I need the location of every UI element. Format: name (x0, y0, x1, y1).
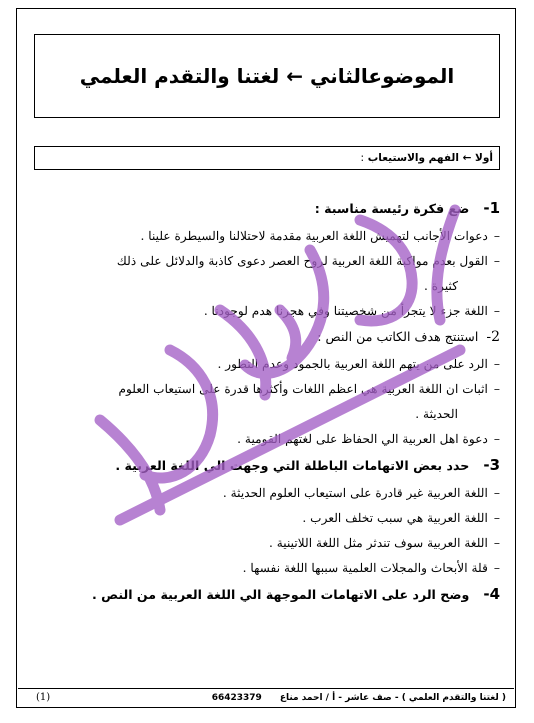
question-number: 4- (483, 585, 500, 603)
answer-text: اللغة جزء لا يتجزأ من شخصيتنا وفي هجرنا هدم لوجودنا . (203, 303, 488, 318)
question-1 (32, 194, 500, 223)
answer-text: اللغة العربية غير قادرة على استيعاب العلوم الحديثة . (222, 485, 488, 500)
bullet-dash: – (493, 381, 500, 396)
answer-line (32, 555, 500, 580)
answer-text: القول بعدم مواكبة اللغة العربية لروح العصر دعوى كاذبة والدلائل على ذلك (116, 253, 488, 268)
answer-text: اللغة العربية سوف تندثر مثل اللغة اللاتينية . (269, 535, 488, 550)
answer-text: الحديثة . (415, 406, 458, 421)
section-colon: : (360, 152, 365, 164)
answer-line (32, 223, 500, 248)
answer-line (32, 505, 500, 530)
answer-line (32, 426, 500, 451)
section-header (34, 146, 500, 170)
answer-text: قلة الأبحاث والمجلات العلمية سببها اللغة نفسها . (242, 560, 488, 575)
answer-line (32, 480, 500, 505)
answer-text: دعوة اهل العربية الي الحفاظ على لغتهم القومية . (237, 431, 488, 446)
section-label: أولا ← الفهم والاستيعاب (367, 152, 493, 164)
title-box (34, 34, 500, 118)
answer-line-continued (32, 273, 500, 298)
bullet-dash: – (493, 253, 500, 268)
page-number: (1) (36, 692, 51, 703)
bullet-dash: – (493, 560, 500, 575)
question-4 (32, 580, 500, 609)
answer-line (32, 248, 500, 273)
question-text: استنتج هدف الكاتب من النص : (317, 329, 479, 344)
question-text: ضع فكرة رئيسة مناسبة : (314, 201, 470, 216)
answer-line (32, 530, 500, 555)
page-title: الموضوعالثاني ← لغتنا والتقدم العلمي (79, 64, 455, 88)
answer-text: اللغة العربية هي سبب تخلف العرب . (302, 510, 488, 525)
bullet-dash: – (493, 485, 500, 500)
question-2 (32, 323, 500, 351)
answer-text: دعوات الأجانب لتهميش اللغة العربية مقدمة لاحتلالنا والسيطرة علينا . (140, 228, 488, 243)
footer-info (212, 689, 506, 707)
bullet-dash: – (493, 510, 500, 525)
question-number: 1- (483, 199, 500, 217)
bullet-dash: – (493, 228, 500, 243)
answer-text: اثبات ان اللغة العربية هي اعظم اللغات وأكثرها قدرة على استيعاب العلوم (118, 381, 488, 396)
bullet-dash: – (493, 356, 500, 371)
answer-line (32, 351, 500, 376)
answer-line (32, 376, 500, 401)
question-number: 2- (486, 329, 500, 345)
answer-line-continued (32, 401, 500, 426)
question-3 (32, 451, 500, 480)
answer-text: الرد على من يتهم اللغة العربية بالجمود وعدم التطور . (217, 356, 488, 371)
answer-text: كثيرة . (423, 278, 458, 293)
question-number: 3- (483, 456, 500, 474)
answer-line (32, 298, 500, 323)
bullet-dash: – (493, 535, 500, 550)
bullet-dash: – (493, 431, 500, 446)
question-text: حدد بعض الاتهامات الباطلة التي وجهت الي اللغة العربية . (115, 458, 470, 473)
bullet-dash: – (493, 303, 500, 318)
document-body (32, 194, 500, 609)
question-text: وضح الرد على الاتهامات الموجهة الي اللغة العربية من النص . (92, 587, 470, 602)
page-footer (18, 688, 514, 706)
footer-title: ( لغتنا والتقدم العلمي ) - صف عاشر - أ / احمد مناع (279, 693, 506, 703)
footer-phone: 66423379 (211, 693, 262, 703)
